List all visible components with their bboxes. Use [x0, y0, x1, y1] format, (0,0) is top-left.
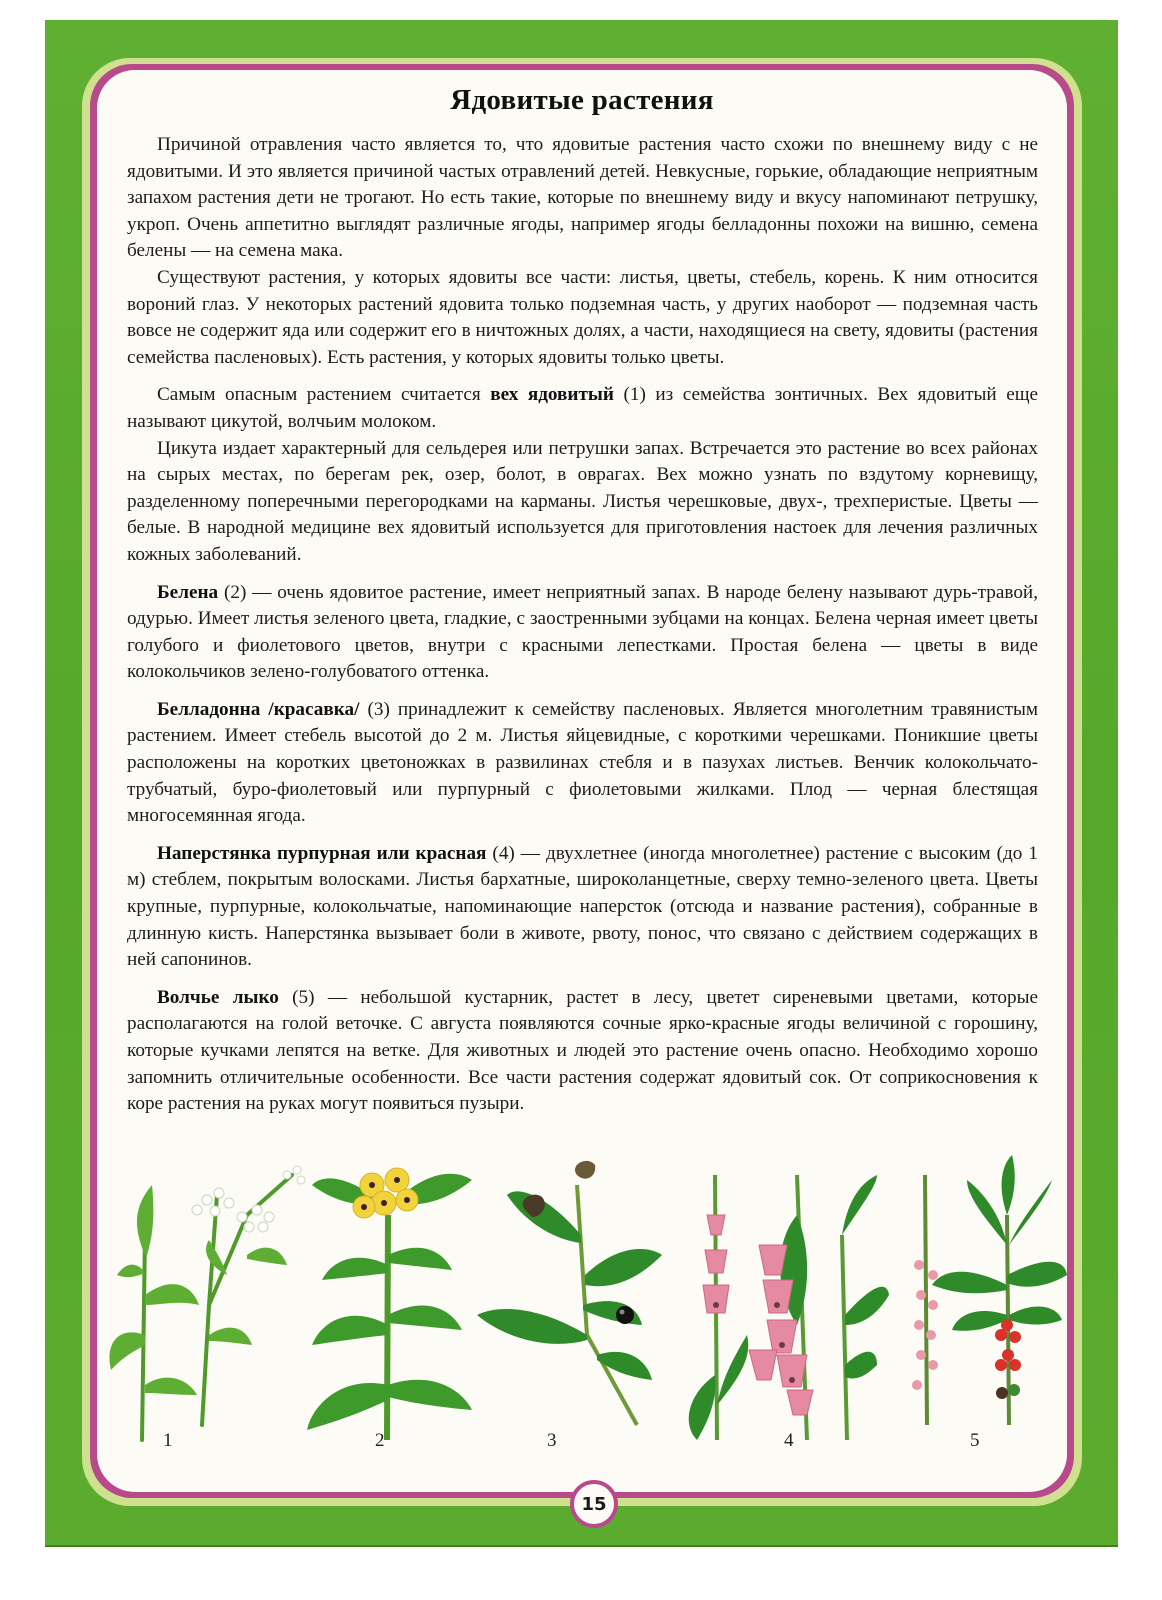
belladonna-plant-icon [477, 1155, 667, 1445]
illustration-number-4: 4 [784, 1430, 794, 1451]
illustration-hemlock [97, 1155, 312, 1445]
illustration-belladonna [477, 1155, 667, 1445]
paragraph-foxglove: Наперстянка пурпурная или красная (4) — двухлетнее (иногда многолетнее) растение с высоким (до 1 м) стеблем, покрытым волосками. Листья бархатные, широколанцетные, сверху темно-зеленого цвета. Цветы крупные, пурпурные, колокольчатые, напоминающие наперсток (отсюда и название растения), собранные в длинную кисть. Наперстянка вызывает боли в животе, рвоту, понос, что связано с действием содержащих в ней сапонинов. [127, 842, 1038, 971]
paragraph-belladonna: Белладонна /красавка/ (3) принадлежит к семейству пасленовых. Является многолетним травянистым растением. Имеет стебель высотой до 2 м. Листья яйцевидные, с короткими черешками. Поникшие цветы расположены на коротких цветоножках в развилинах стебля и в пазухах листьев. Венчик колокольчато-трубчатый, буро-фиолетовый или пурпурный с фиолетовыми жилками. Плод — черная блестящая многосемянная ягода. [127, 698, 1038, 827]
paragraph-hemlock-2: Цикута издает характерный для сельдерея или петрушки запах. Встречается это растение во всех районах на сырых местах, по берегам рек, озер, болот, в оврагах. Вех можно узнать по вздутому корневищу, разделенному поперечными перегородками на карманы. Листья черешковые, двух-, трехперистые. Цветы — белые. В народной медицине вех ядовитый используется для приготовления настоек для лечения различных кожных заболеваний. [127, 437, 1038, 565]
illustration-number-3: 3 [547, 1430, 557, 1451]
paragraph-hemlock-1: Самым опасным растением считается вех ядовитый (1) из семейства зонтичных. Вех ядовитый еще называют цикутой, волчьим молоком. [127, 384, 1038, 432]
foxglove-plant-icon [677, 1155, 892, 1445]
paragraph-henbane: Белена (2) — очень ядовитое растение, имеет неприятный запах. В народе белену называют дурь-травой, одурью. Имеет листья зеленого цвета, гладкие, с заостренными зубцами на концах. Белена черная имеет цветы голубого и фиолетового цветов, внутри с красными лепестками. Простая белена — цветы в виде колокольчиков зелено-голубоватого оттенка. [127, 581, 1038, 683]
illustration-number-5: 5 [970, 1430, 980, 1451]
daphne-plant-icon [897, 1155, 1067, 1445]
hemlock-plant-icon [97, 1155, 312, 1445]
page-title: Ядовитые растения [450, 84, 714, 116]
plant-name-henbane: Белена [157, 581, 219, 603]
page-number-badge [570, 1480, 618, 1528]
content-panel [97, 70, 1067, 1492]
plant-name-foxglove: Наперстянка пурпурная или красная [157, 842, 487, 864]
illustration-daphne [897, 1155, 1067, 1445]
henbane-plant-icon [302, 1155, 482, 1445]
paragraph-intro-2: Существуют растения, у которых ядовиты все части: листья, цветы, стебель, корень. К ним относится вороний глаз. У некоторых растений ядовита только подземная часть, у других наоборот — подземная часть вовсе не содержит яда или содержит его в ничтожных долях, а части, находящиеся на свету, ядовиты (растения семейства пасленовых). Есть растения, у которых ядовиты только цветы. [127, 266, 1038, 368]
plant-name-belladonna: Белладонна /красавка/ [157, 698, 360, 720]
paragraph-intro-1: Причиной отравления часто является то, что ядовитые растения часто схожи по внешнему виду с не ядовитыми. И это является причиной частых отравлений детей. Невкусные, горькие, обладающие неприятным запахом растения дети не трогают. Но есть такие, которые по внешнему виду и вкусу напоминают петрушку, укроп. Очень аппетитно выглядят различные ягоды, например ягоды белладонны похожи на вишню, семена белены — на семена мака. [127, 134, 1038, 262]
illustration-number-2: 2 [375, 1430, 385, 1451]
illustration-henbane [302, 1155, 482, 1445]
illustration-foxglove [677, 1155, 892, 1445]
plant-name-daphne: Волчье лыко [157, 986, 279, 1008]
paragraph-daphne: Волчье лыко (5) — небольшой кустарник, растет в лесу, цветет сиреневыми цветами, которые располагаются на голой веточке. С августа появляются сочные ярко-красные ягоды величиной с горошину, которые кучками лепятся на ветке. Для животных и людей это растение очень опасно. Необходимо хорошо запомнить отличительные особенности. Все части растения содержат ядовитый сок. От соприкосновения к коре растения на руках могут появиться пузыри. [127, 986, 1039, 1115]
article-body [127, 132, 1038, 1118]
plant-name-hemlock: вех ядовитый [490, 384, 614, 406]
page-number: 15 [581, 1493, 607, 1515]
illustration-number-1: 1 [163, 1430, 173, 1451]
illustrations-row [97, 1155, 1067, 1485]
